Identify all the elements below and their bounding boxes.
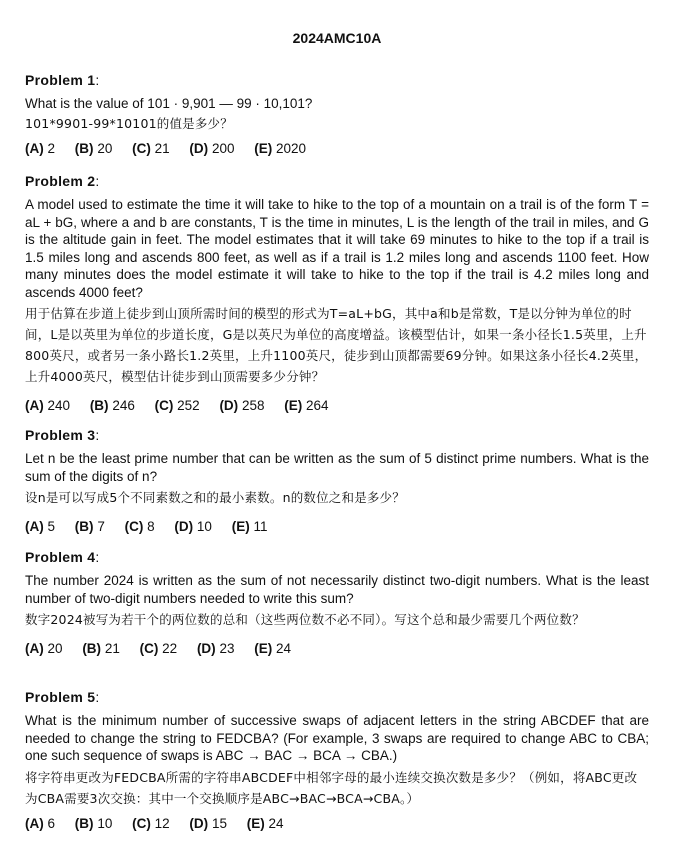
choice-a: (A) 20 [25,641,63,656]
problem-title: Problem 5: [25,689,100,705]
choice-c: (C) 21 [132,140,170,156]
answer-choices [25,640,649,657]
choice-d: (D) 23 [196,641,235,656]
choice-c: (C) 12 [132,815,170,831]
choice-e: (E) 24 [246,815,284,831]
problem-5 [25,689,649,832]
choice-b: (B) 246 [89,398,135,413]
problem-3 [25,427,649,535]
choice-a: (A) 240 [25,398,71,413]
choice-c: (C) 22 [139,641,178,656]
problem-text-chinese: 设n是可以写成5个不同素数之和的最小素数。n的数位之和是多少？ [25,490,405,505]
problem-text-chinese: 数字2024被写为若干个的两位数的总和（这些两位数不必不同）。写这个总和最少需要几个两位数？ [25,612,585,627]
choice-d: (D) 258 [219,398,265,413]
answer-choices [25,140,649,157]
problem-text-chinese: 将字符串更改为FEDCBA所需的字符串ABCDEF中相邻字母的最小连续交换次数是多少？（例如，将ABC更改为CBA需要3次交换：其中一个交换顺序是ABC→BAC→BCA→CBA。） [25,769,638,806]
problem-title: Problem 4: [25,549,100,565]
choice-b: (B) 20 [74,140,113,156]
choice-a: (A) 6 [25,815,56,831]
problem-4 [25,549,649,657]
problem-title: Problem 2: [25,173,100,189]
problem-text-chinese: 101*9901-99*10101的值是多少？ [25,115,233,131]
choice-c: (C) 252 [154,398,200,413]
problem-text-english: The number 2024 is written as the sum of not necessarily distinct two-digit numbers. What is the least number of two-digit numbers needed to write this sum? [25,573,649,606]
problem-text-english: What is the value of 101 · 9,901 — 99 · 10,101? [25,96,313,111]
choice-e: (E) 264 [284,398,329,413]
answer-choices [25,397,649,414]
choice-e: (E) 11 [231,519,268,534]
choice-e: (E) 24 [254,641,292,656]
choice-b: (B) 21 [82,641,120,656]
choice-b: (B) 10 [74,815,113,831]
problem-text-english: A model used to estimate the time it will take to hike to the top of a mountain on a trail is of the form T = aL + bG, where a and b are constants, T is the time in minutes, L is the length of the trail in miles, and G is the altitude gain in feet. The model estimates that it will take 69 minutes to hike to the top if a trail is 1.5 miles long and ascends 800 feet, as well as if a trail is 1.2 miles long and ascends 1100 feet. How many minutes does the model estimate it will take to hike to the top if the trail is 4.2 miles long and ascends 4000 feet? [25,197,649,300]
document-title: 2024AMC10A [292,30,382,46]
choice-b: (B) 7 [74,519,105,534]
choice-e: (E) 2020 [254,140,307,156]
choice-a: (A) 5 [25,519,56,534]
problem-text-english: Let n be the least prime number that can be written as the sum of 5 distinct prime numbers. What is the sum of the digits of n? [25,451,649,484]
answer-choices [25,518,649,535]
problem-text-chinese: 用于估算在步道上徒步到山顶所需时间的模型的形式为T=aL+bG，其中a和b是常数，T是以分钟为单位的时间，L是以英里为单位的步道长度，G是以英尺为单位的高度增益。该模型估计，如果一条小径长1.5英里，上升800英尺，或者另一条小路长1.2英里，上升1100英尺，徒步到山顶都需要69分钟。如果这条小径长4.2英里，上升4000英尺，模型估计徒步到山顶需要多少分钟？ [25,306,648,384]
problem-title: Problem 3: [25,427,100,443]
answer-choices [25,815,649,832]
choice-a: (A) 2 [25,140,56,156]
choice-d: (D) 10 [174,519,212,534]
problem-text-english: What is the minimum number of successive swaps of adjacent letters in the string ABCDEF that are needed to change the string to FEDCBA? (For example, 3 swaps are required to change ABC to CBA; one such sequence of swaps is ABC → BAC → BCA → CBA.) [25,713,649,763]
choice-d: (D) 15 [189,815,227,831]
problem-1 [25,72,649,157]
choice-c: (C) 8 [124,519,155,534]
choice-d: (D) 200 [189,140,235,156]
problem-title: Problem 1: [25,72,100,88]
problem-2 [25,173,649,414]
